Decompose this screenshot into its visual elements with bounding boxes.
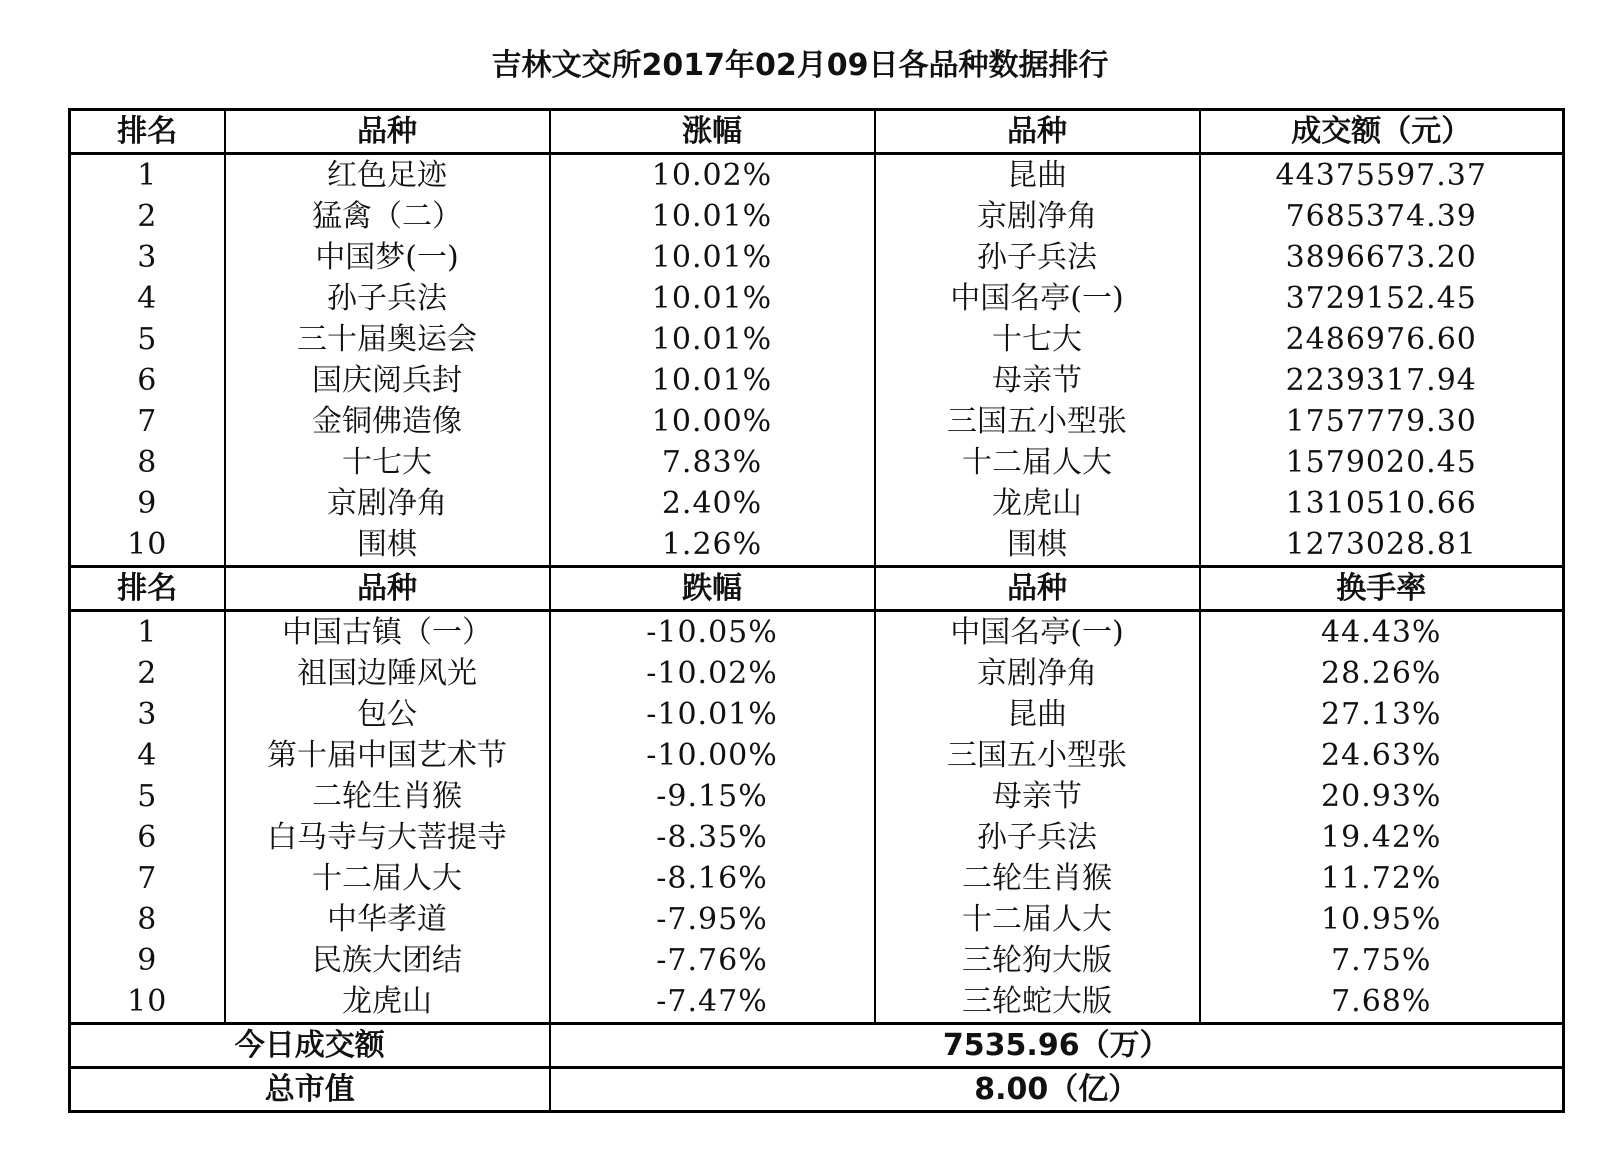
loss-cell: -8.16% (550, 858, 875, 899)
gain-row (70, 483, 1564, 524)
rank-cell: 3 (70, 237, 225, 278)
loss-cell: -10.02% (550, 653, 875, 694)
variety-cell-2: 十二届人大 (875, 899, 1200, 940)
loss-cell: -10.00% (550, 735, 875, 776)
gain-row (70, 524, 1564, 567)
rank-cell: 1 (70, 611, 225, 654)
turnover-amount-cell: 7685374.39 (1200, 196, 1564, 237)
variety-cell: 国庆阅兵封 (225, 360, 550, 401)
gain-header-row (70, 110, 1564, 154)
variety-cell: 民族大团结 (225, 940, 550, 981)
gain-row (70, 154, 1564, 197)
gain-cell: 10.01% (550, 237, 875, 278)
turnover-amount-cell: 2239317.94 (1200, 360, 1564, 401)
variety-cell: 十二届人大 (225, 858, 550, 899)
header-rank: 排名 (70, 110, 225, 154)
variety-cell-2: 十七大 (875, 319, 1200, 360)
variety-cell-2: 孙子兵法 (875, 237, 1200, 278)
rank-cell: 2 (70, 196, 225, 237)
loss-row (70, 776, 1564, 817)
turnover-amount-cell: 2486976.60 (1200, 319, 1564, 360)
ranking-table (68, 108, 1565, 1113)
rank-cell: 6 (70, 360, 225, 401)
header-variety: 品种 (225, 110, 550, 154)
loss-cell: -7.47% (550, 981, 875, 1024)
variety-cell-2: 三轮蛇大版 (875, 981, 1200, 1024)
loss-row (70, 858, 1564, 899)
variety-cell-2: 中国名亭(一) (875, 278, 1200, 319)
page-title: 吉林文交所2017年02月09日各品种数据排行 (491, 48, 1109, 83)
turnover-rate-cell: 19.42% (1200, 817, 1564, 858)
variety-cell: 十七大 (225, 442, 550, 483)
turnover-amount-cell: 3896673.20 (1200, 237, 1564, 278)
rank-cell: 9 (70, 483, 225, 524)
variety-cell-2: 昆曲 (875, 694, 1200, 735)
variety-cell: 白马寺与大菩提寺 (225, 817, 550, 858)
loss-row (70, 899, 1564, 940)
gain-cell: 2.40% (550, 483, 875, 524)
variety-cell-2: 三国五小型张 (875, 735, 1200, 776)
turnover-rate-cell: 27.13% (1200, 694, 1564, 735)
variety-cell-2: 三轮狗大版 (875, 940, 1200, 981)
market-cap-row (70, 1068, 1564, 1112)
turnover-rate-cell: 24.63% (1200, 735, 1564, 776)
variety-cell-2: 昆曲 (875, 154, 1200, 197)
variety-cell: 二轮生肖猴 (225, 776, 550, 817)
variety-cell-2: 围棋 (875, 524, 1200, 567)
variety-cell-2: 京剧净角 (875, 653, 1200, 694)
rank-cell: 6 (70, 817, 225, 858)
variety-cell: 围棋 (225, 524, 550, 567)
variety-cell-2: 三国五小型张 (875, 401, 1200, 442)
turnover-amount-cell: 1757779.30 (1200, 401, 1564, 442)
header-loss: 跌幅 (550, 567, 875, 611)
variety-cell-2: 二轮生肖猴 (875, 858, 1200, 899)
variety-cell-2: 十二届人大 (875, 442, 1200, 483)
variety-cell: 中华孝道 (225, 899, 550, 940)
variety-cell: 包公 (225, 694, 550, 735)
variety-cell: 金铜佛造像 (225, 401, 550, 442)
turnover-rate-cell: 28.26% (1200, 653, 1564, 694)
header-variety: 品种 (225, 567, 550, 611)
turnover-rate-cell: 11.72% (1200, 858, 1564, 899)
loss-cell: -9.15% (550, 776, 875, 817)
turnover-rate-cell: 20.93% (1200, 776, 1564, 817)
loss-row (70, 940, 1564, 981)
variety-cell: 第十届中国艺术节 (225, 735, 550, 776)
rank-cell: 2 (70, 653, 225, 694)
variety-cell-2: 中国名亭(一) (875, 611, 1200, 654)
variety-cell: 猛禽（二） (225, 196, 550, 237)
rank-cell: 4 (70, 278, 225, 319)
variety-cell-2: 母亲节 (875, 360, 1200, 401)
turnover-amount-cell: 1273028.81 (1200, 524, 1564, 567)
gain-cell: 10.02% (550, 154, 875, 197)
variety-cell: 红色足迹 (225, 154, 550, 197)
loss-row (70, 653, 1564, 694)
rank-cell: 9 (70, 940, 225, 981)
rank-cell: 8 (70, 899, 225, 940)
loss-header-row (70, 567, 1564, 611)
rank-cell: 5 (70, 319, 225, 360)
gain-row (70, 319, 1564, 360)
variety-cell-2: 龙虎山 (875, 483, 1200, 524)
ranking-table-body (70, 110, 1564, 1112)
gain-cell: 10.00% (550, 401, 875, 442)
turnover-rate-cell: 7.75% (1200, 940, 1564, 981)
gain-cell: 10.01% (550, 278, 875, 319)
loss-row (70, 694, 1564, 735)
rank-cell: 7 (70, 401, 225, 442)
rank-cell: 8 (70, 442, 225, 483)
header-gain: 涨幅 (550, 110, 875, 154)
gain-row (70, 196, 1564, 237)
variety-cell-2: 京剧净角 (875, 196, 1200, 237)
daily-turnover-row-value: 7535.96（万） (550, 1024, 1564, 1068)
variety-cell: 中国梦(一) (225, 237, 550, 278)
gain-row (70, 360, 1564, 401)
loss-cell: -7.76% (550, 940, 875, 981)
rank-cell: 1 (70, 154, 225, 197)
turnover-rate-cell: 44.43% (1200, 611, 1564, 654)
loss-cell: -7.95% (550, 899, 875, 940)
loss-cell: -10.05% (550, 611, 875, 654)
gain-cell: 7.83% (550, 442, 875, 483)
variety-cell: 京剧净角 (225, 483, 550, 524)
turnover-amount-cell: 1310510.66 (1200, 483, 1564, 524)
rank-cell: 5 (70, 776, 225, 817)
variety-cell-2: 母亲节 (875, 776, 1200, 817)
header-variety-2: 品种 (875, 110, 1200, 154)
gain-row (70, 237, 1564, 278)
header-rank: 排名 (70, 567, 225, 611)
variety-cell: 三十届奥运会 (225, 319, 550, 360)
turnover-amount-cell: 1579020.45 (1200, 442, 1564, 483)
variety-cell: 中国古镇（一） (225, 611, 550, 654)
rank-cell: 4 (70, 735, 225, 776)
loss-cell: -8.35% (550, 817, 875, 858)
variety-cell: 孙子兵法 (225, 278, 550, 319)
header-variety-2: 品种 (875, 567, 1200, 611)
market-cap-row-label: 总市值 (70, 1068, 550, 1112)
loss-row (70, 817, 1564, 858)
rank-cell: 10 (70, 981, 225, 1024)
variety-cell-2: 孙子兵法 (875, 817, 1200, 858)
turnover-amount-cell: 3729152.45 (1200, 278, 1564, 319)
gain-cell: 1.26% (550, 524, 875, 567)
header-turnover-amount: 成交额（元） (1200, 110, 1564, 154)
gain-cell: 10.01% (550, 319, 875, 360)
turnover-rate-cell: 10.95% (1200, 899, 1564, 940)
loss-cell: -10.01% (550, 694, 875, 735)
gain-row (70, 278, 1564, 319)
daily-turnover-row-label: 今日成交额 (70, 1024, 550, 1068)
market-cap-row-value: 8.00（亿） (550, 1068, 1564, 1112)
loss-row (70, 611, 1564, 654)
rank-cell: 10 (70, 524, 225, 567)
turnover-amount-cell: 44375597.37 (1200, 154, 1564, 197)
gain-cell: 10.01% (550, 360, 875, 401)
gain-row (70, 401, 1564, 442)
daily-turnover-row (70, 1024, 1564, 1068)
turnover-rate-cell: 7.68% (1200, 981, 1564, 1024)
variety-cell: 龙虎山 (225, 981, 550, 1024)
loss-row (70, 981, 1564, 1024)
rank-cell: 3 (70, 694, 225, 735)
variety-cell: 祖国边陲风光 (225, 653, 550, 694)
loss-row (70, 735, 1564, 776)
header-turnover-rate: 换手率 (1200, 567, 1564, 611)
gain-cell: 10.01% (550, 196, 875, 237)
gain-row (70, 442, 1564, 483)
rank-cell: 7 (70, 858, 225, 899)
